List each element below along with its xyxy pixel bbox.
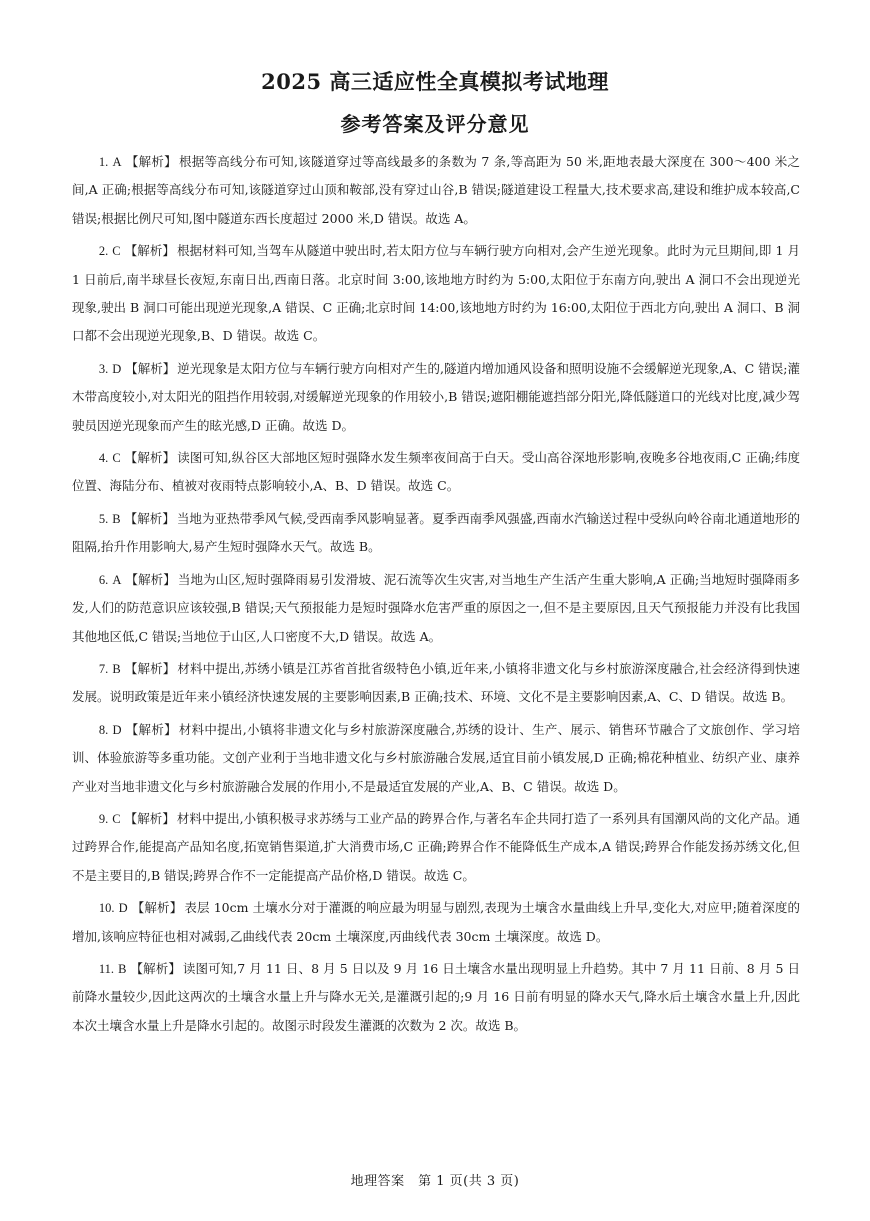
answer-item [72,716,800,801]
analysis-text: 材料中提出,小镇将非遗文化与乡村旅游深度融合,苏绣的设计、生产、展示、销售环节融合了文旅创作、学习培训、体验旅游等多重功能。文创产业利于当地非遗文化与乡村旅游融合发展,适宜目前小镇发展,D 正确;棉花种植业、纺织产业、康养产业对当地非遗文化与乡村旅游融合发展的作用小,不是最适宜发展的产业,A、B、C 错误。故选 D。 [72,721,800,794]
analysis-tag: 【解析】 [124,450,176,466]
answer-letter: C [112,451,121,466]
answer-item [72,566,800,651]
analysis-text: 表层 10cm 土壤水分对于灌溉的响应最为明显与剧烈,表现为土壤含水量曲线上升早,变化大,对应甲;随着深度的增加,该响应特征也相对减弱,乙曲线代表 20cm 土壤深度,丙曲线代表 30cm 土壤深度。故选 D。 [72,900,800,944]
question-number: 9. [98,811,109,826]
answer-letter: D [118,901,128,916]
answer-item [72,148,800,233]
analysis-text: 当地为亚热带季风气候,受西南季风影响显著。夏季西南季风强盛,西南水汽输送过程中受纵向岭谷南北通道地形的阻隔,抬升作用影响大,易产生短时强降水天气。故选 B。 [72,510,800,555]
analysis-text: 材料中提出,苏绣小镇是江苏省首批省级特色小镇,近年来,小镇将非遗文化与乡村旅游深度融合,社会经济得到快速发展。说明政策是近年来小镇经济快速发展的主要影响因素,B 正确;技术、环境、文化不是主要影响因素,A、C、D 错误。故选 B。 [72,660,800,705]
answer-item [72,237,800,351]
analysis-tag: 【解析】 [131,900,183,916]
analysis-text: 当地为山区,短时强降雨易引发滑坡、泥石流等次生灾害,对当地生产生活产生重大影响,A 正确;当地短时强降雨多发,人们的防范意识应该较强,B 错误;天气预报能力是短时强降水危害严重的原因之一,但不是主要原因,且天气预报能力并没有比我国其他地区低,C 错误;当地位于山区,人口密度不大,D 错误。故选 A。 [72,571,800,644]
answer-letter: C [112,244,121,259]
answer-letter: B [112,511,121,526]
question-number: 6. [98,572,109,587]
question-number: 5. [98,511,109,526]
analysis-tag: 【解析】 [125,154,177,169]
analysis-text: 根据等高线分布可知,该隧道穿过等高线最多的条数为 7 条,等高距为 50 米,距地表最大深度在 300～400 米之间,A 正确;根据等高线分布可知,该隧道穿过山顶和鞍部,没有穿过山谷,B 错误;隧道建设工程量大,技术要求高,建设和维护成本较高,C 错误;根据比例尺可知,图中隧道东西长度超过 2000 米,D 错误。故选 A。 [72,154,800,226]
answer-item [72,894,800,951]
answer-item [72,444,800,501]
question-number: 11. [98,961,115,976]
analysis-text: 根据材料可知,当驾车从隧道中驶出时,若太阳方位与车辆行驶方向相对,会产生逆光现象。此时为元旦期间,即 1 月 1 日前后,南半球昼长夜短,东南日出,西南日落。北京时间 3:00,该地地方时约为 5:00,太阳位于东南方向,驶出 A 洞口不会出现逆光现象,驶出 B 洞口可能出现逆光现象,A 错误、C 正确;北京时间 14:00,该地地方时约为 16:00,太阳位于西北方向,驶出 A 洞口、B 洞口都不会出现逆光现象,B、D 错误。故选 C。 [72,243,800,344]
answer-letter: B [112,661,121,676]
analysis-tag: 【解析】 [130,960,181,976]
question-number: 3. [98,361,109,376]
analysis-text: 逆光现象是太阳方位与车辆行驶方向相对产生的,隧道内增加通风设备和照明设施不会缓解逆光现象,A、C 错误;灌木带高度较小,对太阳光的阻挡作用较弱,对缓解逆光现象的作用较小,B 错误;遮阳棚能遮挡部分阳光,降低隧道口的光线对比度,减少驾驶员因逆光现象而产生的眩光感,D 正确。故选 D。 [72,360,800,433]
answer-letter: B [118,961,127,976]
answer-item [72,505,800,562]
analysis-tag: 【解析】 [125,571,176,587]
answer-letter: C [112,811,121,826]
answer-item [72,355,800,440]
question-number: 8. [98,722,109,737]
question-number: 1. [98,155,109,169]
analysis-tag: 【解析】 [124,243,175,259]
analysis-tag: 【解析】 [124,810,175,826]
question-number: 2. [98,244,109,259]
question-number: 10. [98,901,115,916]
page-subtitle: 参考答案及评分意见 [340,112,530,136]
question-number: 7. [98,661,109,676]
answer-letter: D [112,722,122,737]
answer-item [72,955,800,1040]
answer-letter: D [112,361,122,376]
answer-item [72,805,800,890]
analysis-text: 材料中提出,小镇积极寻求苏绣与工业产品的跨界合作,与著名车企共同打造了一系列具有国潮风尚的文化产品。通过跨界合作,能提高产品知名度,拓宽销售渠道,扩大消费市场,C 正确;跨界合作不能降低生产成本,A 错误;跨界合作能发扬苏绣文化,但不是主要目的,B 错误;跨界合作不一定能提高产品价格,D 错误。故选 C。 [72,810,800,883]
analysis-tag: 【解析】 [125,721,177,737]
answer-letter: A [112,155,122,169]
analysis-tag: 【解析】 [124,510,175,526]
answer-item [72,655,800,712]
analysis-tag: 【解析】 [125,360,176,376]
analysis-tag: 【解析】 [124,660,176,676]
page-footer: 地理答案 第 1 页(共 3 页) [350,1174,520,1189]
analysis-text: 读图可知,7 月 11 日、8 月 5 日以及 9 月 16 日土壤含水量出现明显上升趋势。其中 7 月 11 日前、8 月 5 日前降水量较少,因此这两次的土壤含水量上升与降水无关,是灌溉引起的;9 月 16 日前有明显的降水天气,降水后土壤含水量上升,因此本次土壤含水量上升是降水引起的。故图示时段发生灌溉的次数为 2 次。故选 B。 [72,960,800,1033]
question-number: 4. [98,451,109,466]
page-title: 2025 高三适应性全真模拟考试地理 [261,69,609,94]
answer-list [72,148,800,1044]
analysis-text: 读图可知,纵谷区大部地区短时强降水发生频率夜间高于白天。受山高谷深地形影响,夜晚多谷地夜雨,C 正确;纬度位置、海陆分布、植被对夜雨特点影响较小,A、B、D 错误。故选 C。 [72,450,800,494]
answer-letter: A [112,572,122,587]
